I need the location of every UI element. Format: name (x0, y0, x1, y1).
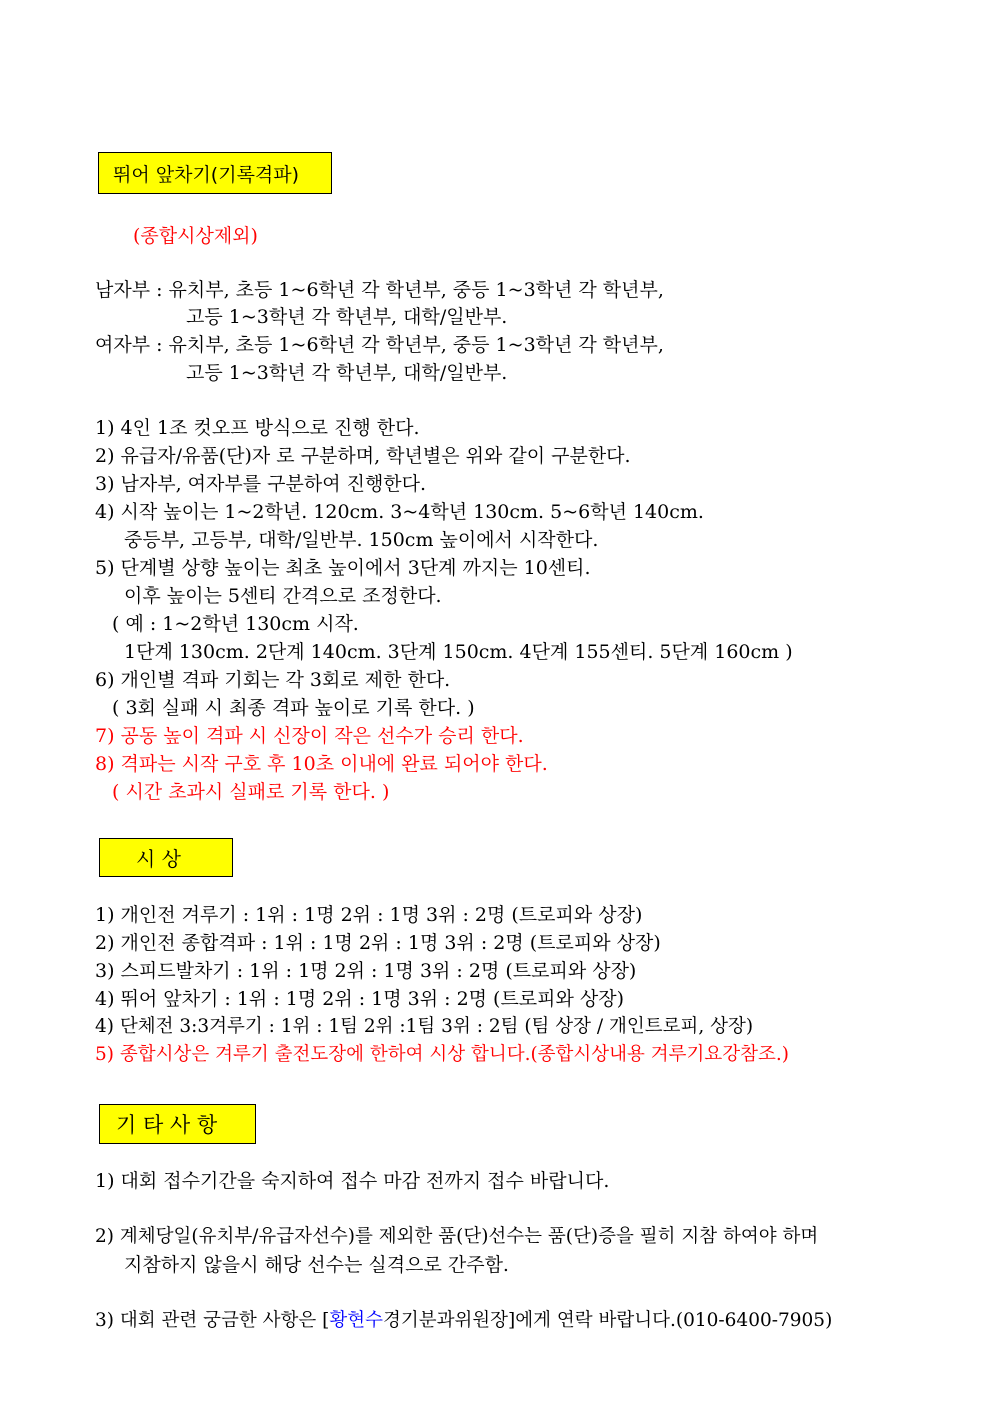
award-line: 4) 뛰어 앞차기 : 1위 : 1명 2위 : 1명 3위 : 2명 (트로피와 상장) (95, 988, 625, 1010)
division-line: 여자부 : 유치부, 초등 1~6학년 각 학년부, 중등 1~3학년 각 학년부, (95, 334, 664, 356)
rule-line: 1단계 130cm. 2단계 140cm. 3단계 150cm. 4단계 155센티. 5단계 160cm ) (124, 641, 793, 663)
rule-line: 3) 남자부, 여자부를 구분하여 진행한다. (95, 473, 427, 495)
rule-line: 6) 개인별 격파 기회는 각 3회로 제한 한다. (95, 669, 451, 691)
rule-line: 이후 높이는 5센티 간격으로 조정한다. (124, 585, 442, 607)
exclusion-note: (종합시상제외) (133, 225, 258, 247)
division-line: 고등 1~3학년 각 학년부, 대학/일반부. (186, 362, 508, 384)
award-line: 4) 단체전 3:3겨루기 : 1위 : 1팀 2위 :1팀 3위 : 2팀 (팀 상장 / 개인트로피, 상장) (95, 1016, 754, 1037)
section-title-front-kick (98, 152, 332, 194)
award-line: 2) 개인전 종합격파 : 1위 : 1명 2위 : 1명 3위 : 2명 (트로피와 상장) (95, 932, 661, 954)
section-title-awards (99, 838, 233, 877)
section-title-text: 기 타 사 항 (116, 1113, 218, 1137)
contact-suffix: 경기분과위원장]에게 연락 바랍니다.(010-6400-7905) (382, 1310, 833, 1331)
section-title-text: 시 상 (136, 847, 181, 871)
division-line: 남자부 : 유치부, 초등 1~6학년 각 학년부, 중등 1~3학년 각 학년부, (95, 279, 664, 301)
contact-line (95, 1309, 832, 1333)
misc-line-text: 1) 대회 접수기간을 숙지하여 접수 마감 전까지 접수 바랍니다. (95, 1170, 610, 1192)
section-title-text: 뛰어 앞차기(기록격파) (113, 163, 300, 186)
division-line: 고등 1~3학년 각 학년부, 대학/일반부. (186, 306, 508, 328)
rule-line-emphasis: ( 시간 초과시 실패로 기록 한다. ) (112, 781, 390, 803)
award-line: 1) 개인전 겨루기 : 1위 : 1명 2위 : 1명 3위 : 2명 (트로피와 상장) (95, 904, 643, 926)
contact-name: 황현수 (329, 1310, 383, 1331)
rule-line-emphasis: 8) 격파는 시작 구호 후 10초 이내에 완료 되어야 한다. (95, 753, 548, 775)
misc-line: 지참하지 않을시 해당 선수는 실격으로 간주함. (124, 1254, 509, 1276)
misc-line (95, 1169, 609, 1193)
rule-line: 5) 단계별 상향 높이는 최초 높이에서 3단계 까지는 10센티. (95, 557, 591, 579)
rule-line: 4) 시작 높이는 1~2학년. 120cm. 3~4학년 130cm. 5~6학년 140cm. (95, 501, 704, 523)
misc-line: 2) 계체당일(유치부/유급자선수)를 제외한 품(단)선수는 품(단)증을 필히 지참 하여야 하며 (95, 1226, 819, 1247)
rule-line: ( 3회 실패 시 최종 격파 높이로 기록 한다. ) (112, 697, 475, 719)
section-title-misc (99, 1104, 256, 1144)
rule-line: 2) 유급자/유품(단)자 로 구분하며, 학년별은 위와 같이 구분한다. (95, 445, 631, 467)
rule-line: 1) 4인 1조 컷오프 방식으로 진행 한다. (95, 417, 420, 439)
award-line-emphasis: 5) 종합시상은 겨루기 출전도장에 한하여 시상 합니다.(종합시상내용 겨루기요강참조.) (95, 1044, 789, 1065)
award-line: 3) 스피드발차기 : 1위 : 1명 2위 : 1명 3위 : 2명 (트로피와 상장) (95, 960, 637, 982)
rule-line-emphasis: 7) 공동 높이 격파 시 신장이 작은 선수가 승리 한다. (95, 725, 524, 747)
contact-prefix: 3) 대회 관련 궁금한 사항은 [ (95, 1310, 330, 1331)
rule-line: ( 예 : 1~2학년 130cm 시작. (112, 613, 359, 635)
rule-line: 중등부, 고등부, 대학/일반부. 150cm 높이에서 시작한다. (124, 529, 599, 551)
